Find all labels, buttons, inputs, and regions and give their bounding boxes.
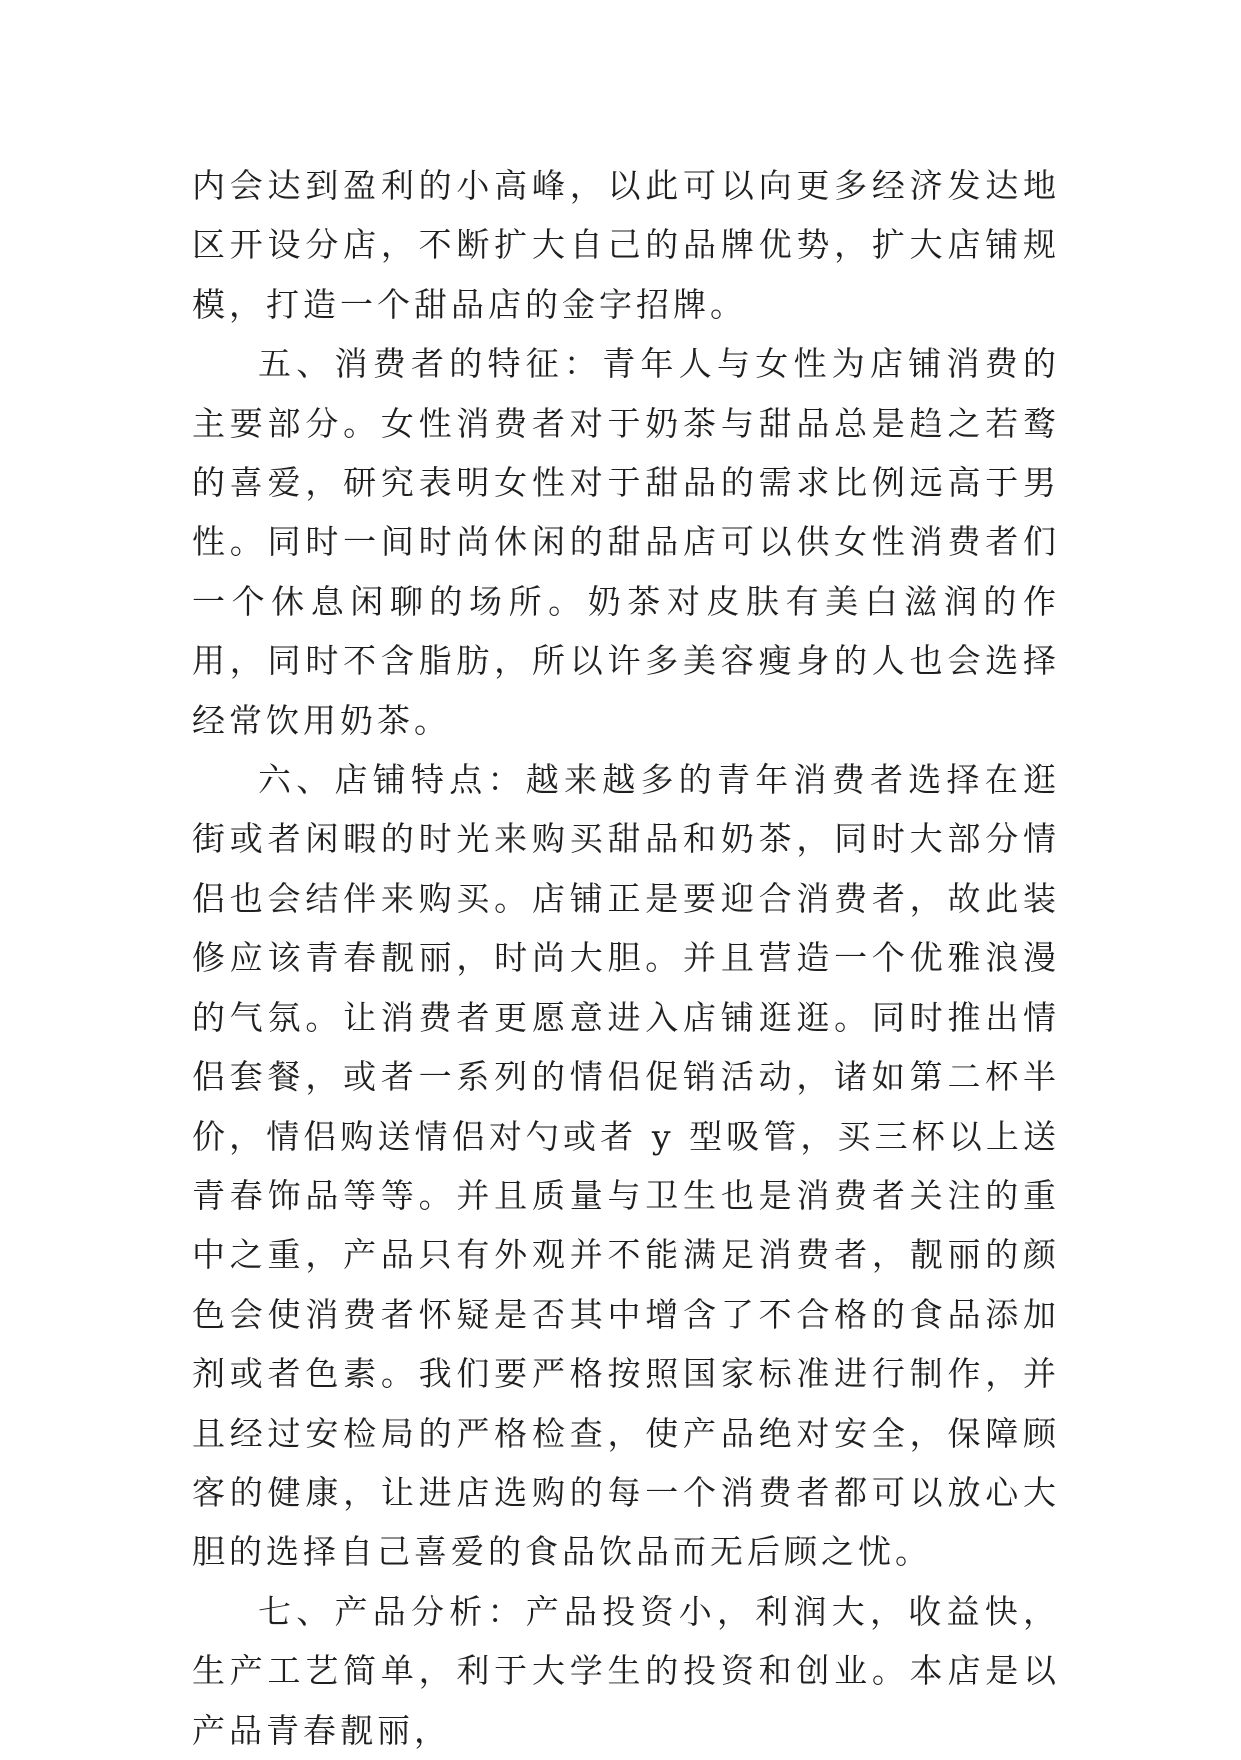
paragraph-store-features: 六、店铺特点：越来越多的青年消费者选择在逛街或者闲暇的时光来购买甜品和奶茶，同时大部分情侣也会结伴来购买。店铺正是要迎合消费者，故此装修应该青春靓丽，时尚大胆。并且营造一个优雅浪漫的气氛。让消费者更愿意进入店铺逛逛。同时推出情侣套餐，或者一系列的情侣促销活动，诸如第二杯半价，情侣购送情侣对勺或者 y 型吸管，买三杯以上送青春饰品等等。并且质量与卫生也是消费者关注的重中之重，产品只有外观并不能满足消费者，靓丽的颜色会使消费者怀疑是否其中增含了不合格的食品添加剂或者色素。我们要严格按照国家标准进行制作，并且经过安检局的严格检查，使产品绝对安全，保障顾客的健康，让进店选购的每一个消费者都可以放心大胆的选择自己喜爱的食品饮品而无后顾之忧。 — [192, 760, 1060, 1572]
paragraph-consumer-characteristics: 五、消费者的特征：青年人与女性为店铺消费的主要部分。女性消费者对于奶茶与甜品总是趋之若鹜的喜爱，研究表明女性对于甜品的需求比例远高于男性。同时一间时尚休闲的甜品店可以供女性消费者们一个休息闲聊的场所。奶茶对皮肤有美白滋润的作用，同时不含脂肪，所以许多美容瘦身的人也会选择经常饮用奶茶。 — [192, 344, 1060, 740]
paragraph-product-analysis: 七、产品分析：产品投资小，利润大，收益快，生产工艺简单，利于大学生的投资和创业。本店是以产品青春靓丽， — [192, 1591, 1060, 1750]
paragraph-continuation: 内会达到盈利的小高峰，以此可以向更多经济发达地区开设分店，不断扩大自己的品牌优势，扩大店铺规模，打造一个甜品店的金字招牌。 — [192, 166, 1060, 324]
document-body — [192, 156, 1060, 1760]
